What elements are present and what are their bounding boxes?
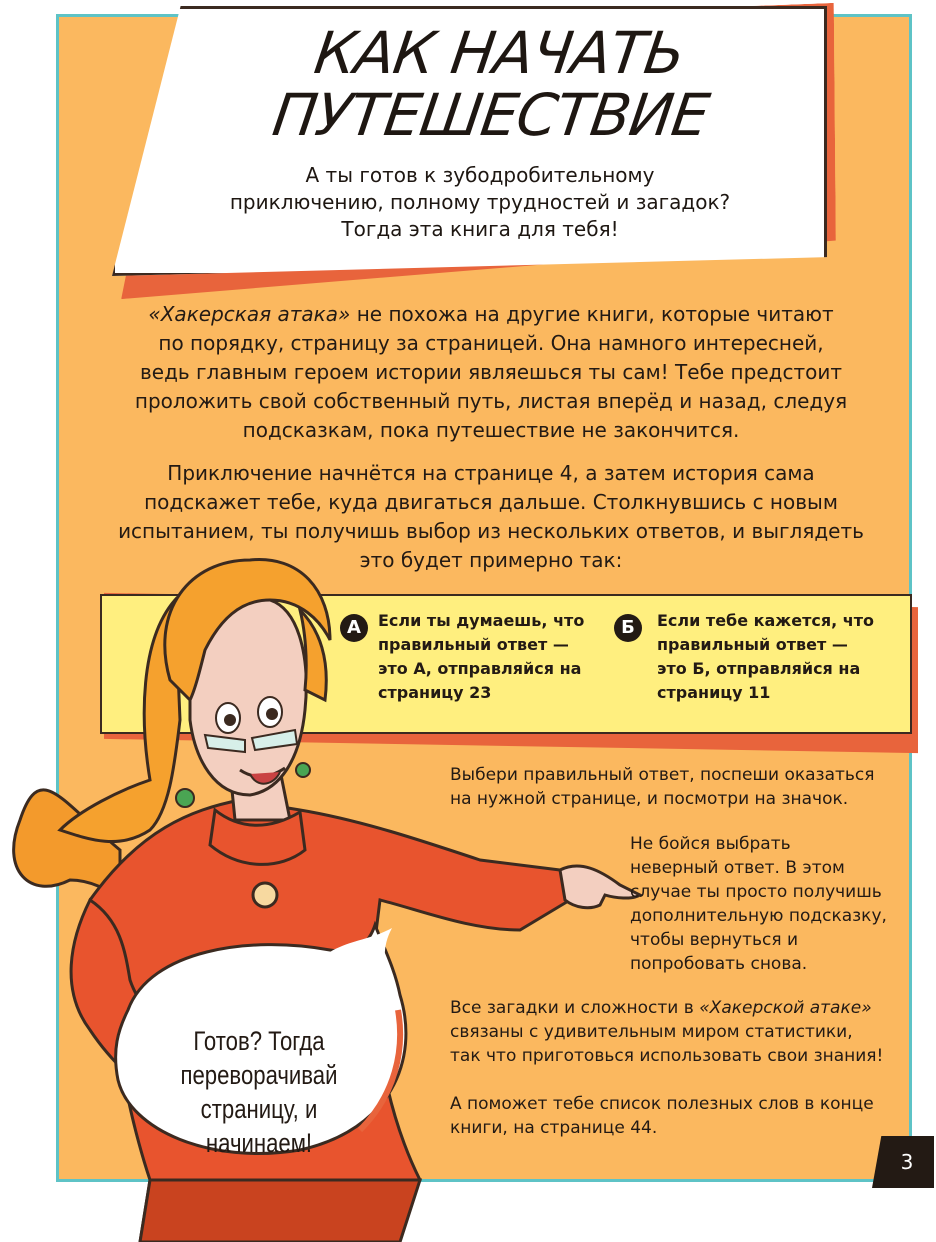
- choice-b-badge: Б: [614, 614, 642, 642]
- intro-line-2: приключению, полному трудностей и загадок?: [229, 190, 731, 214]
- intro-line-1: А ты готов к зубодробительному: [305, 163, 655, 187]
- choice-b-line-4: страницу 11: [657, 683, 771, 702]
- choice-a-badge: А: [340, 614, 368, 642]
- tip-2-line-4: дополнительную подсказку,: [630, 906, 887, 926]
- tip-1-line-1: Выбери правильный ответ, поспеши оказаться: [450, 765, 875, 785]
- paragraph-2-line-2: подскажет тебе, куда двигаться дальше. Столкнувшись с новым: [144, 490, 838, 514]
- tip-3-book-title: «Хакерской атаке»: [699, 998, 872, 1018]
- tip-2-line-1: Не бойся выбрать: [630, 834, 791, 854]
- paragraph-1-line-5: подсказкам, пока путешествие не закончится.: [242, 418, 740, 442]
- choice-b-line-1: Если тебе кажется, что: [657, 611, 874, 630]
- tip-3-line-3: так что приготовься использовать свои знания!: [450, 1046, 884, 1066]
- tip-2-line-5: чтобы вернуться и: [630, 930, 799, 950]
- tip-3: [450, 996, 910, 1068]
- choice-b-line-2: правильный ответ —: [657, 635, 848, 654]
- speech-line-2: переворачивай: [180, 1060, 338, 1090]
- page-number: 3: [900, 1150, 914, 1174]
- paragraph-2-line-4: это будет примерно так:: [359, 548, 623, 572]
- tip-3-line-1: [450, 996, 910, 1020]
- tip-2-line-3: случае ты просто получишь: [630, 882, 882, 902]
- choice-a-line-2: правильный ответ —: [378, 635, 569, 654]
- choice-a-line-1: Если ты думаешь, что: [378, 611, 585, 630]
- tip-4-line-2: книги, на странице 44.: [450, 1118, 658, 1138]
- tip-3-line-1-start: Все загадки и сложности в: [450, 998, 700, 1018]
- choice-a: [378, 609, 608, 705]
- tip-2: [630, 832, 910, 976]
- book-title-reference: «Хакерская атака»: [148, 302, 351, 326]
- choice-b: [657, 609, 887, 705]
- tip-3-line-2: связаны с удивительным миром статистики,: [450, 1022, 853, 1042]
- tip-1: [450, 763, 910, 811]
- page-title-line-1: КАК НАЧАТЬ: [310, 19, 689, 87]
- tip-1-line-2: на нужной странице, и посмотри на значок.: [450, 789, 849, 809]
- paragraph-2-line-3: испытанием, ты получишь выбор из нескольких ответов, и выглядеть: [118, 519, 864, 543]
- speech-line-1: Готов? Тогда: [193, 1026, 325, 1056]
- choice-a-line-4: страницу 23: [378, 683, 492, 702]
- paragraph-2-line-1: Приключение начнётся на странице 4, а затем история сама: [167, 461, 815, 485]
- tip-2-line-6: попробовать снова.: [630, 954, 808, 974]
- paragraph-1-line-4: проложить свой собственный путь, листая вперёд и назад, следуя: [134, 389, 848, 413]
- paragraph-1-line-3: ведь главным героем истории являешься ты сам! Тебе предстоит: [139, 360, 842, 384]
- paragraph-1-line-2: по порядку, страницу за страницей. Она намного интересней,: [158, 331, 824, 355]
- page-title-line-2: ПУТЕШЕСТВИЕ: [268, 81, 713, 149]
- paragraph-1-line-1-rest: не похожа на другие книги, которые читают: [350, 302, 834, 326]
- speech-line-3: страницу, и начинаем!: [200, 1094, 318, 1158]
- tip-4-line-1: А поможет тебе список полезных слов в конце: [450, 1094, 874, 1114]
- speech-bubble-text: [148, 1024, 369, 1160]
- intro-line-3: Тогда эта книга для тебя!: [341, 217, 619, 241]
- tip-2-line-2: неверный ответ. В этом: [630, 858, 845, 878]
- tip-4: [450, 1092, 910, 1140]
- choice-a-line-3: это А, отправляйся на: [378, 659, 582, 678]
- choice-b-line-3: это Б, отправляйся на: [657, 659, 861, 678]
